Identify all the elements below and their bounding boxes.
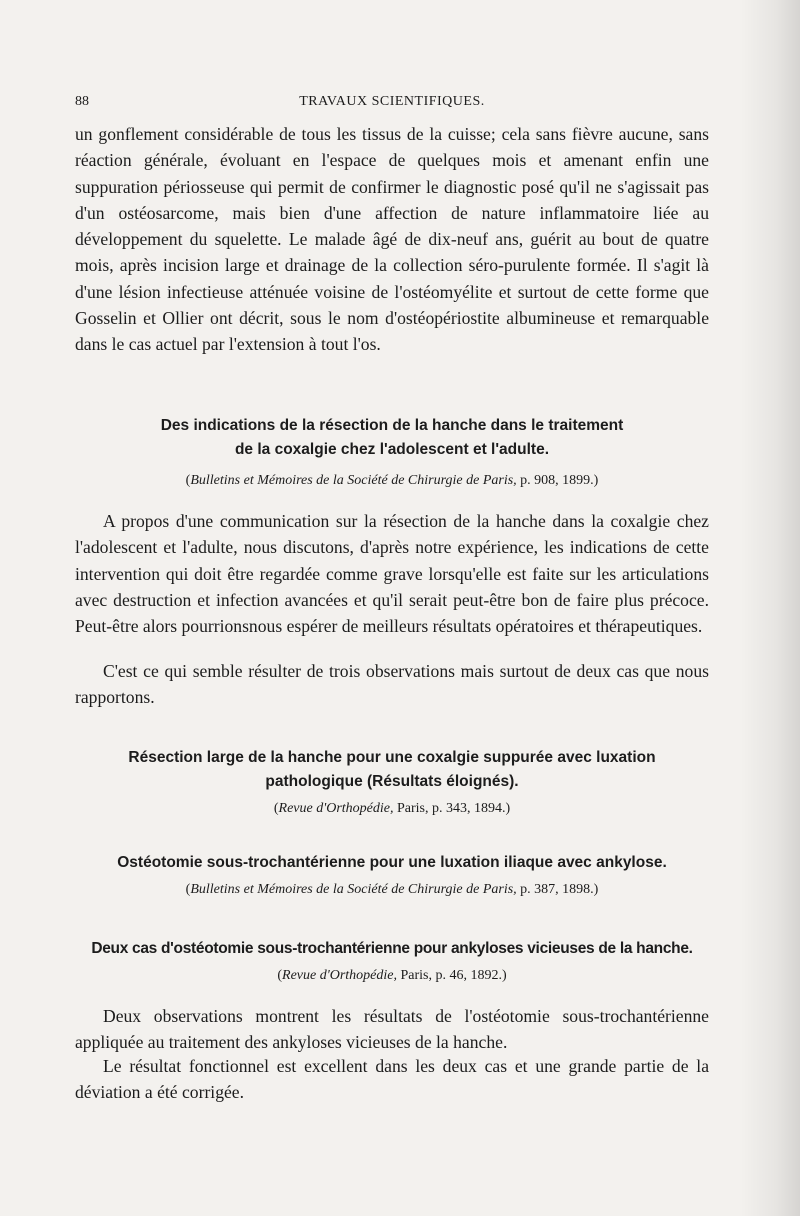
page-edge-shadow xyxy=(740,0,800,1216)
section-2-citation-details: Paris, p. 343, 1894. xyxy=(396,801,506,816)
section-1-citation-details: p. 908, 1899. xyxy=(520,473,594,488)
section-2-citation: (Revue d'Orthopédie, Paris, p. 343, 1894.) xyxy=(273,801,511,816)
section-1-citation: (Bulletins et Mémoires de la Société de Chirurgie de Paris, p. 908, 1899.) xyxy=(185,473,599,488)
section-4-citation-source: Revue d'Orthopédie, xyxy=(282,968,397,983)
section-3-citation: (Bulletins et Mémoires de la Société de Chirurgie de Paris, p. 387, 1898.) xyxy=(185,882,599,897)
section-3-citation-source: Bulletins et Mémoires de la Société de Chirurgie de Paris, xyxy=(190,882,517,897)
section-4-citation-details: Paris, p. 46, 1892. xyxy=(400,968,502,983)
section-1-paragraph-1: A propos d'une communication sur la résection de la hanche dans la coxalgie chez l'adolescent et l'adulte, nous discutons, d'après notre expérience, les indications de cette intervention qui doit être regardée comme grave lorsqu'elle est faite sur les articulations avec destruction et infection avancées et qu'il serait peut-être bon de faire plus précoce. Peut-être alors pourrionsnous espérer de meilleurs résultats opératoires et thérapeutiques. xyxy=(75,511,709,637)
section-2-title xyxy=(75,746,709,794)
section-1-citation-source: Bulletins et Mémoires de la Société de Chirurgie de Paris, xyxy=(190,473,517,488)
section-3-title-line1: Ostéotomie sous-trochantérienne pour une luxation iliaque avec ankylose. xyxy=(117,854,667,871)
section-4-title xyxy=(75,937,709,961)
section-2-title-line1: Résection large de la hanche pour une coxalgie suppurée avec luxation xyxy=(128,749,656,766)
section-2-title-line2: pathologique (Résultats éloignés). xyxy=(265,773,519,790)
section-4-paragraph-2: Le résultat fonctionnel est excellent dans les deux cas et une grande partie de la déviation a été corrigée. xyxy=(75,1056,709,1103)
section-4-title-line1: Deux cas d'ostéotomie sous-trochantérienne pour ankyloses vicieuses de la hanche. xyxy=(91,940,693,957)
running-title: TRAVAUX SCIENTIFIQUES. xyxy=(299,94,485,109)
section-1-title xyxy=(75,414,709,462)
section-3-citation-details: p. 387, 1898. xyxy=(520,882,594,897)
section-3-title xyxy=(75,851,709,875)
section-4-citation: (Revue d'Orthopédie, Paris, p. 46, 1892.) xyxy=(277,968,507,983)
section-1-title-line2: de la coxalgie chez l'adolescent et l'adulte. xyxy=(234,441,550,458)
section-2-citation-source: Revue d'Orthopédie, xyxy=(278,801,394,816)
section-1-paragraph-2: C'est ce qui semble résulter de trois observations mais surtout de deux cas que nous rapportons. xyxy=(75,661,709,708)
running-head xyxy=(75,94,709,116)
section-1-title-line1: Des indications de la résection de la hanche dans le traitement xyxy=(160,417,624,434)
section-4-paragraph-1: Deux observations montrent les résultats de l'ostéotomie sous-trochantérienne appliquée au traitement des ankyloses vicieuses de la hanche. xyxy=(75,1006,709,1053)
page-number: 88 xyxy=(75,94,89,109)
intro-paragraph: un gonflement considérable de tous les tissus de la cuisse; cela sans fièvre aucune, sans réaction générale, évoluant en l'espace de quelques mois et amenant enfin une suppuration périosseuse qui permit de confirmer le diagnostic posé qu'il ne s'agissait pas d'un ostéosarcome, mais bien d'une affection de nature inflammatoire liée au développement du squelette. Le malade âgé de dix-neuf ans, guérit au bout de quatre mois, après incision large et drainage de la collection séro-purulente formée. Il s'agit là d'une lésion infectieuse atténuée voisine de l'ostéomyélite et surtout de cette forme que Gosselin et Ollier ont décrit, sous le nom d'ostéopériostite albumineuse et remarquable dans le cas actuel par l'extension à tout l'os. xyxy=(75,124,709,355)
